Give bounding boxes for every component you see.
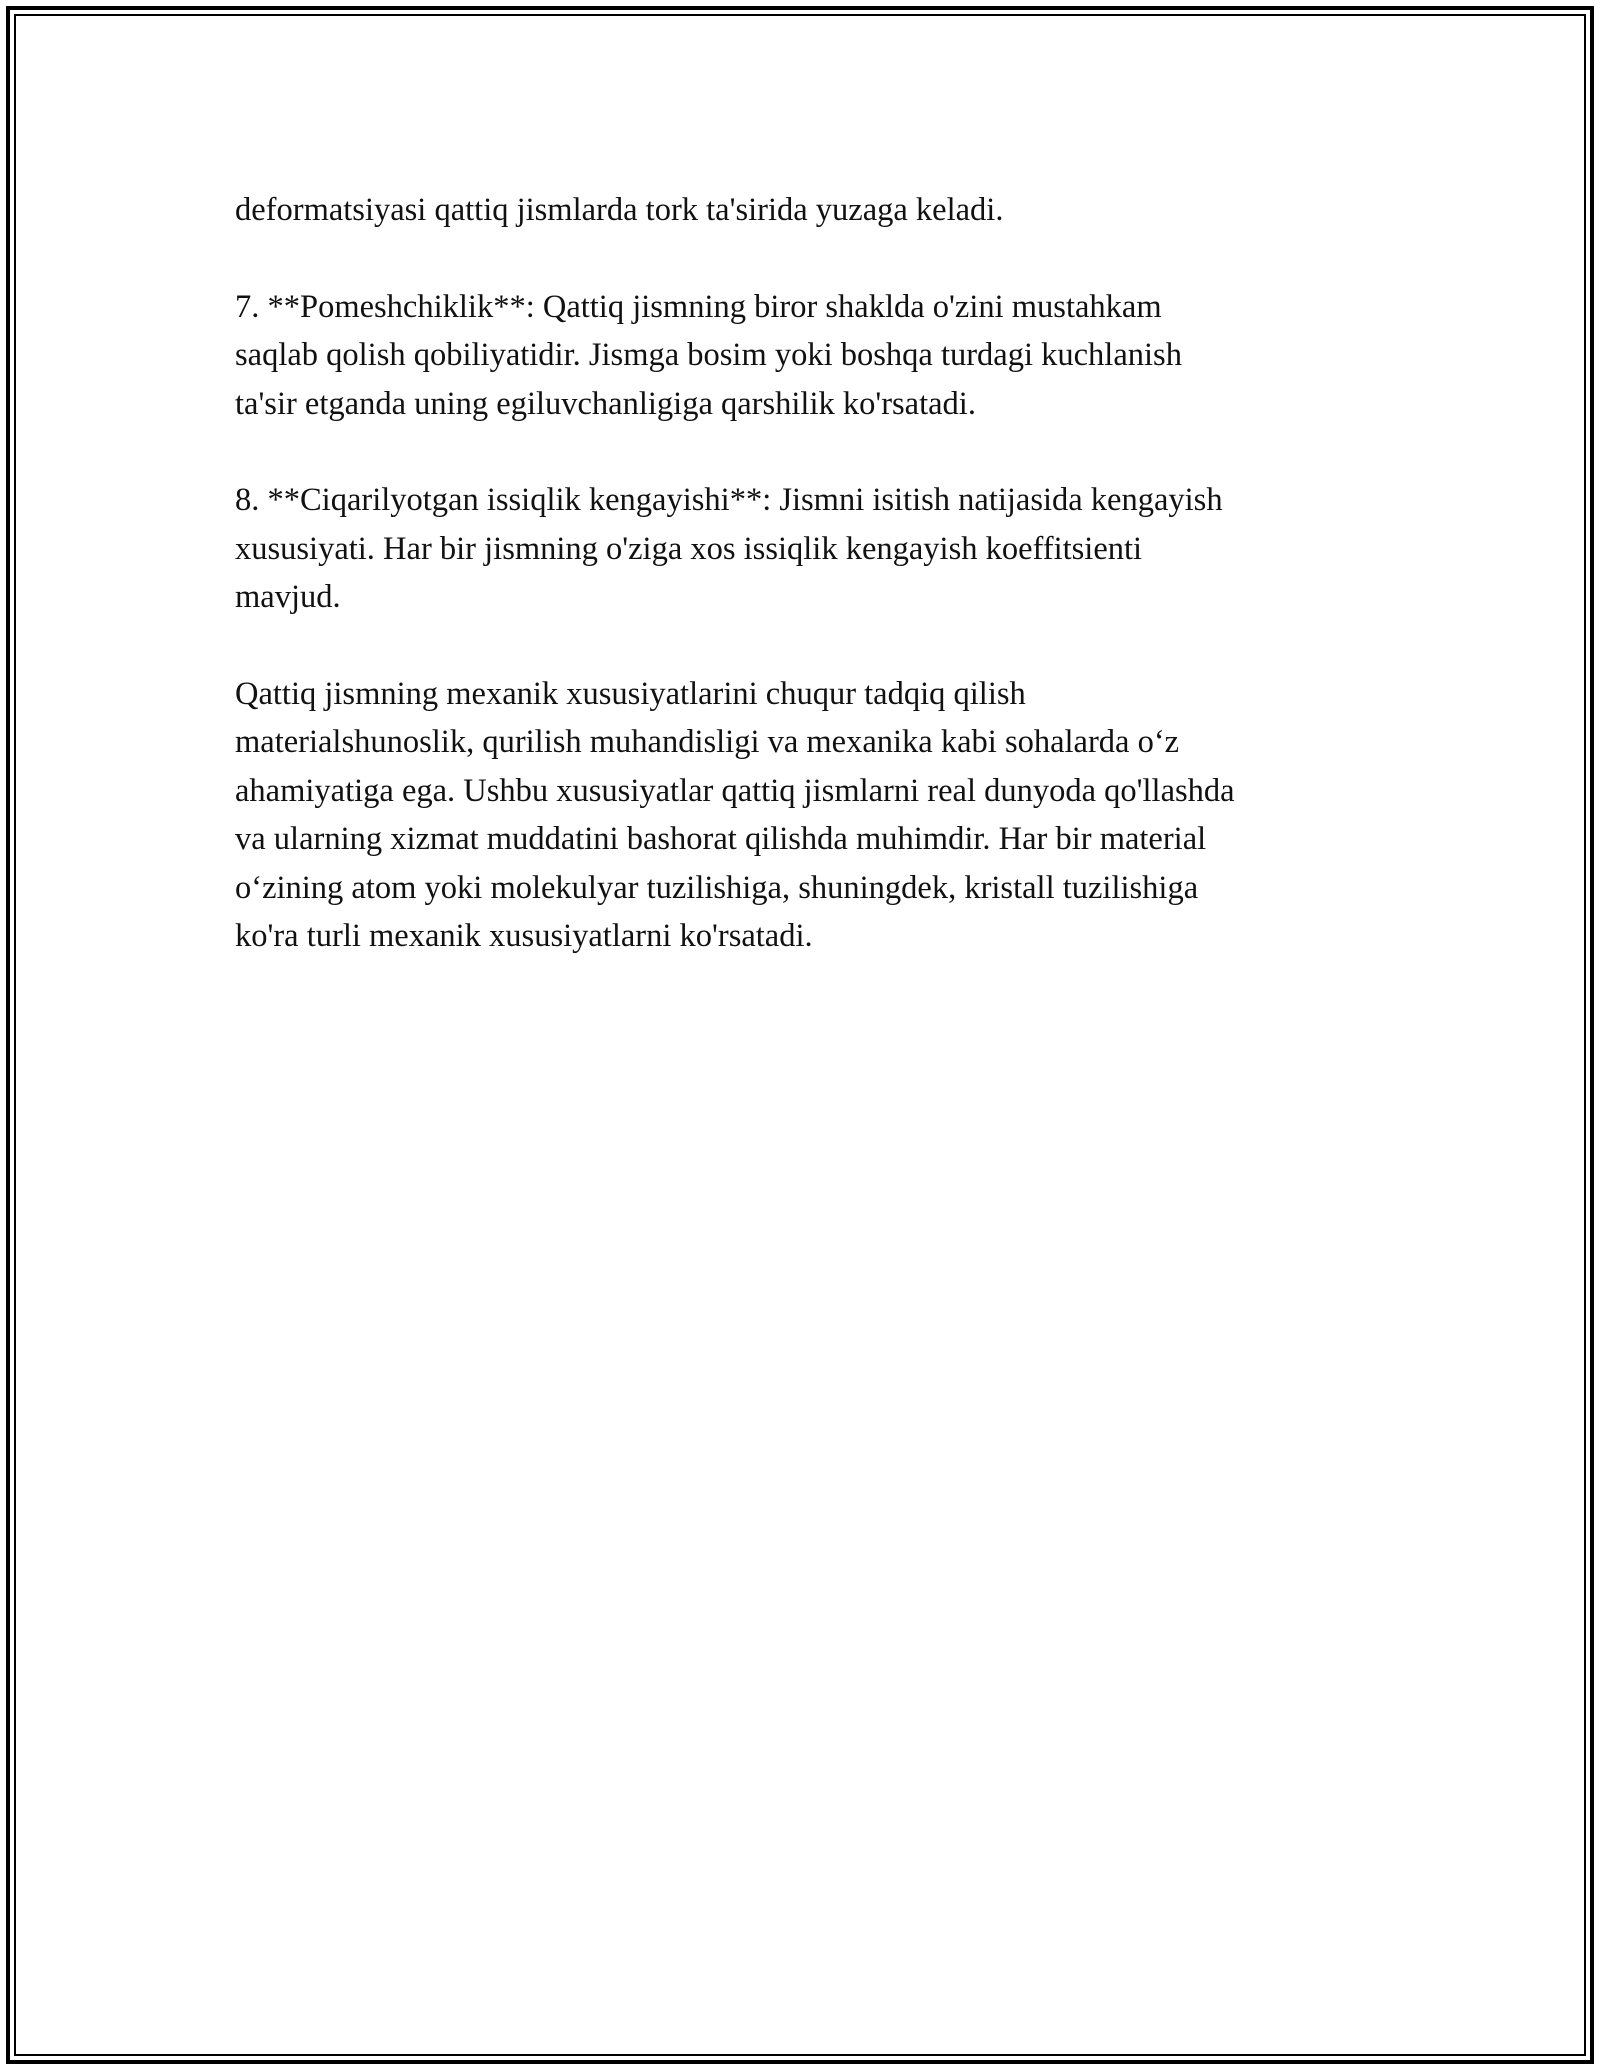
paragraph-continuation [235,186,1375,234]
text-line: o‘zining atom yoki molekulyar tuzilishiga, shuningdek, kristall tuzilishiga [235,869,1199,906]
text-line: saqlab qolish qobiliyatidir. Jismga bosim yoki boshqa turdagi kuchlanish [235,337,1182,374]
text-line: mavjud. [235,579,341,616]
text-line: va ularning xizmat muddatini bashorat qilishda muhimdir. Har bir material [235,821,1207,858]
paragraph-conclusion [235,670,1375,960]
paragraph-item-8 [235,476,1375,621]
text-line: ko'ra turli mexanik xususiyatlarni ko'rsatadi. [235,918,813,955]
document-body [235,186,1375,1009]
text-line: ta'sir etganda uning egiluvchanligiga qarshilik ko'rsatadi. [235,385,976,422]
text-line: materialshunoslik, qurilish muhandisligi va mexanika kabi sohalarda o‘z [235,724,1180,761]
text-line: xususiyati. Har bir jismning o'ziga xos issiqlik kengayish koeffitsienti [235,530,1143,567]
paragraph-item-7 [235,283,1375,428]
text-line: 7. **Pomeshchiklik**: Qattiq jismning biror shaklda o'zini mustahkam [235,288,1162,325]
text-line: Qattiq jismning mexanik xususiyatlarini chuqur tadqiq qilish [235,676,1026,713]
text-line: deformatsiyasi qattiq jismlarda tork ta'sirida yuzaga keladi. [235,192,1004,228]
text-line: 8. **Ciqarilyotgan issiqlik kengayishi**: Jismni isitish natijasida kengayish [235,482,1223,519]
text-line: ahamiyatiga ega. Ushbu xususiyatlar qattiq jismlarni real dunyoda qo'llashda [235,772,1235,809]
